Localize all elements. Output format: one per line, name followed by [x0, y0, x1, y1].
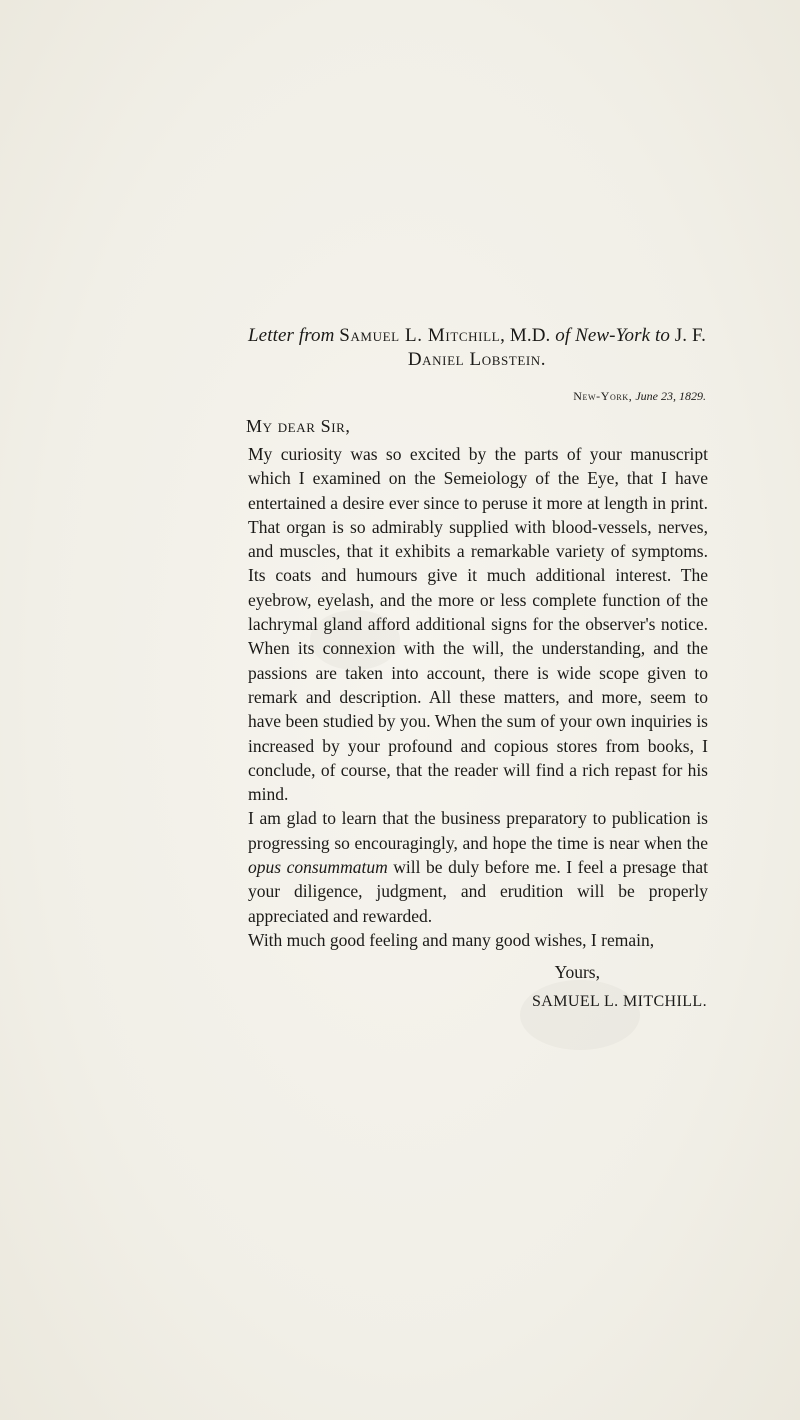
author-name: Samuel L. Mitchill	[339, 325, 501, 346]
letter-heading	[246, 324, 708, 372]
paragraph-2-text-end: will be duly before me. I feel a presage that your diligence, judgment, and erudition will be properly appreciated and rewarded.	[248, 857, 708, 926]
paragraph-3: With much good feeling and many good wishes, I remain,	[248, 929, 655, 950]
letter-body	[248, 324, 708, 1012]
heading-location: of New-York to	[555, 325, 670, 346]
heading-prefix: Letter from	[248, 325, 340, 346]
signature: SAMUEL L. MITCHILL.	[532, 993, 707, 1011]
closing: Yours,	[554, 962, 600, 983]
author-suffix: , M.D.	[500, 325, 556, 346]
paragraph-2-text: I am glad to learn that the business preparatory to publication is progressing so encouragingly, and hope the time is near when the	[248, 808, 708, 853]
paragraph-1: My curiosity was so excited by the parts of your manuscript which I examined on the Semeiology of the Eye, that I have entertained a desire ever since to peruse it more at length in print. That organ is so admirably supplied with blood-vessels, nerves, and muscles, that it exhibits a remarkable variety of symptoms. Its coats and humours give it much additional interest. The eyebrow, eyelash, and the more or less complete function of the lachrymal gland afford additional signs for the observer's notice. When its connexion with the will, the understanding, and the passions are taken into account, there is wide scope given to remark and description. All these matters, and more, seem to have been studied by you. When the sum of your own inquiries is increased by your profound and copious stores from books, I conclude, of course, that the reader will find a rich repast for his mind.	[248, 444, 708, 805]
salutation: My dear Sir,	[246, 416, 351, 436]
recipient-name: Daniel Lobstein.	[407, 349, 547, 370]
paragraph-2	[248, 806, 708, 927]
dateline-date: June 23, 1829.	[632, 389, 706, 403]
recipient-initials: J. F.	[669, 325, 706, 346]
paragraph-2-latin: opus consummatum	[248, 857, 388, 878]
dateline	[248, 388, 706, 404]
dateline-place: New-York,	[573, 389, 633, 403]
